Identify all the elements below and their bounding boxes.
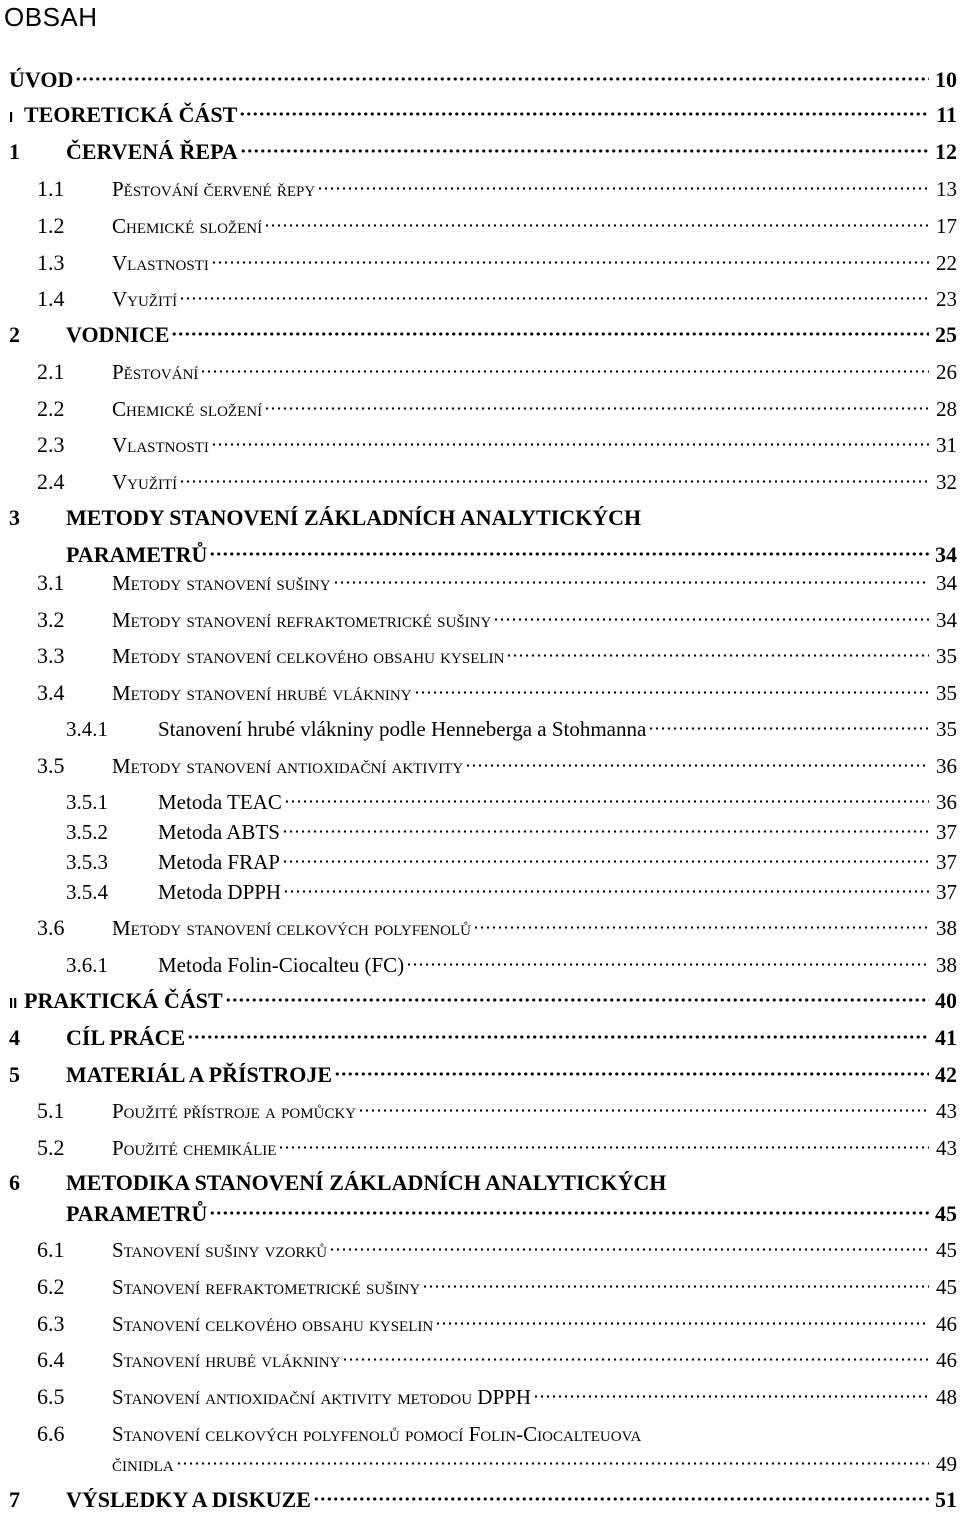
dot-leader <box>465 764 929 767</box>
toc-entry-title: Stanovení hrubé vlákniny <box>112 1348 341 1372</box>
page-title: OBSAH <box>4 2 98 32</box>
toc-entry-title: činidla <box>112 1452 174 1476</box>
toc-entry-title: Stanovení antioxidační aktivity metodou DPPH <box>112 1385 531 1409</box>
toc-entry-title: Metoda FRAP <box>158 850 280 874</box>
toc-entry-page: 34 <box>935 542 957 567</box>
dot-leader <box>240 149 929 153</box>
toc-entry-page: 37 <box>936 880 957 904</box>
toc-entry-title: Metody stanovení sušiny <box>112 571 331 595</box>
toc-entry[interactable] <box>112 642 957 670</box>
toc-entry-page: 46 <box>936 1348 957 1372</box>
toc-entry-title: Pěstování <box>112 360 199 384</box>
toc-entry-page: 12 <box>935 139 957 164</box>
toc-entry[interactable] <box>158 878 957 906</box>
toc-entry-number: 5 <box>9 1062 20 1087</box>
toc-entry-number: 3.5.1 <box>66 790 108 814</box>
dot-leader <box>473 926 929 929</box>
dot-leader <box>75 77 929 81</box>
toc-entry-title: VÝSLEDKY A DISKUZE <box>66 1487 311 1512</box>
toc-entry[interactable] <box>158 848 957 876</box>
toc-entry[interactable] <box>112 606 957 634</box>
toc-entry[interactable] <box>66 1200 957 1228</box>
toc-entry[interactable] <box>112 1236 957 1264</box>
toc-entry-page: 35 <box>936 681 957 705</box>
dot-leader <box>278 1146 929 1149</box>
toc-entry-title: Chemické složení <box>112 214 263 238</box>
toc-entry-title: Stanovení celkového obsahu kyselin <box>112 1312 434 1336</box>
toc-entry-number: 5.2 <box>37 1135 65 1160</box>
toc-entry[interactable] <box>24 101 957 129</box>
dot-leader <box>435 1322 929 1325</box>
toc-entry-title: Chemické složení <box>112 397 263 421</box>
toc-entry-number: I <box>9 109 14 126</box>
dot-leader <box>176 1462 929 1465</box>
toc-entry[interactable] <box>112 431 957 459</box>
toc-entry-page: 40 <box>935 988 957 1013</box>
toc-entry-number: 6 <box>9 1170 20 1195</box>
toc-entry[interactable] <box>112 358 957 386</box>
toc-entry-page: 48 <box>936 1385 957 1409</box>
toc-entry-number: 3 <box>9 505 20 530</box>
toc-entry-title: Stanovení sušiny vzorků <box>112 1238 328 1262</box>
toc-entry-page: 22 <box>936 251 957 275</box>
toc-entry[interactable] <box>112 569 957 597</box>
toc-entry-title: Stanovení refraktometrické sušiny <box>112 1275 421 1299</box>
dot-leader <box>334 1072 929 1076</box>
dot-leader <box>284 800 929 803</box>
dot-leader <box>358 1109 929 1112</box>
toc-entry-page: 34 <box>936 608 957 632</box>
toc-entry-page: 35 <box>936 717 957 741</box>
toc-entry-number: 3.6 <box>37 915 65 940</box>
dot-leader <box>493 618 929 621</box>
toc-entry-number: 4 <box>9 1025 20 1050</box>
toc-entry-number: II <box>9 995 18 1012</box>
toc-entry-title: Metody stanovení antioxidační aktivity <box>112 754 464 778</box>
toc-entry[interactable] <box>66 1061 957 1089</box>
toc-entry-title-line1: Stanovení celkových polyfenolů pomocí Folin-Ciocalteuova <box>112 1422 642 1446</box>
dot-leader <box>264 224 929 227</box>
toc-entry-page: 37 <box>936 820 957 844</box>
toc-entry[interactable] <box>112 914 957 942</box>
dot-leader <box>342 1358 929 1361</box>
toc-entry-title: Metody stanovení celkového obsahu kyselin <box>112 644 505 668</box>
toc-entry-number: 3.5 <box>37 753 65 778</box>
toc-entry-number: 6.4 <box>37 1347 65 1372</box>
toc-entry-page: 42 <box>935 1062 957 1087</box>
toc-entry-page: 38 <box>936 953 957 977</box>
toc-entry-number: 2.2 <box>37 396 65 421</box>
toc-entry[interactable] <box>66 1486 957 1514</box>
toc-entry-title: ČERVENÁ ŘEPA <box>66 139 238 164</box>
toc-entry-number: 3.5.2 <box>66 820 108 844</box>
dot-leader <box>179 297 929 300</box>
toc-entry-number: 3.5.4 <box>66 880 108 904</box>
dot-leader <box>313 1497 929 1501</box>
toc-entry-number: 1.2 <box>37 213 65 238</box>
dot-leader <box>264 407 929 410</box>
toc-entry[interactable] <box>158 788 957 816</box>
toc-entry-page: 37 <box>936 850 957 874</box>
toc-entry-number: 1.3 <box>37 250 65 275</box>
dot-leader <box>211 261 929 264</box>
toc-entry-title: Vlastnosti <box>112 251 209 275</box>
dot-leader <box>533 1395 929 1398</box>
toc-entry-page: 35 <box>936 644 957 668</box>
toc-entry[interactable] <box>112 1097 957 1125</box>
toc-entry-title: ÚVOD <box>9 67 74 92</box>
toc-entry[interactable] <box>112 395 957 423</box>
dot-leader <box>179 480 929 483</box>
dot-leader <box>225 998 929 1002</box>
toc-entry[interactable] <box>158 715 957 743</box>
toc-entry-number: 3.5.3 <box>66 850 108 874</box>
toc-entry[interactable] <box>66 321 957 349</box>
toc-entry-title: PRAKTICKÁ ČÁST <box>24 988 223 1013</box>
toc-entry-number: 2 <box>9 322 20 347</box>
toc-entry-page: 45 <box>936 1238 957 1262</box>
dot-leader <box>506 654 929 657</box>
toc-entry-number: 2.3 <box>37 432 65 457</box>
toc-entry-page: 38 <box>936 916 957 940</box>
dot-leader <box>171 332 929 336</box>
toc-entry-title: Metody stanovení hrubé vlákniny <box>112 681 412 705</box>
dot-leader <box>406 963 929 966</box>
toc-entry[interactable] <box>112 679 957 707</box>
toc-entry-number: 1.1 <box>37 176 65 201</box>
toc-entry-title: PARAMETRŮ <box>66 542 208 567</box>
toc-entry-title: Metody stanovení refraktometrické sušiny <box>112 608 492 632</box>
toc-entry[interactable] <box>112 468 957 496</box>
dot-leader <box>209 1211 929 1215</box>
toc-entry-number: 3.1 <box>37 570 65 595</box>
toc-entry[interactable] <box>112 1310 957 1338</box>
toc-entry-title: Metoda TEAC <box>158 790 282 814</box>
toc-entry-number: 3.4 <box>37 680 65 705</box>
toc-entry-title: Použité přístroje a pomůcky <box>112 1099 357 1123</box>
toc-entry[interactable] <box>112 212 957 240</box>
toc-entry-title-line1: METODIKA STANOVENÍ ZÁKLADNÍCH ANALYTICKÝCH <box>66 1170 667 1195</box>
toc-entry-page: 26 <box>936 360 957 384</box>
toc-entry-page: 43 <box>936 1136 957 1160</box>
toc-entry-page: 45 <box>935 1201 957 1226</box>
toc-entry[interactable] <box>112 1346 957 1374</box>
toc-entry-number: 6.6 <box>37 1421 65 1446</box>
toc-entry-number: 2.4 <box>37 469 65 494</box>
toc-entry-title: MATERIÁL A PŘÍSTROJE <box>66 1062 333 1087</box>
toc-entry[interactable] <box>66 138 957 166</box>
toc-entry-title: TEORETICKÁ ČÁST <box>24 102 238 127</box>
toc-entry-title: Využití <box>112 470 178 494</box>
dot-leader <box>282 830 929 833</box>
dot-leader <box>211 443 929 446</box>
toc-entry-page: 46 <box>936 1312 957 1336</box>
toc-entry[interactable] <box>9 66 957 94</box>
toc-entry-page: 51 <box>935 1487 957 1512</box>
toc-entry-title: Metoda DPPH <box>158 880 282 904</box>
toc-entry-page: 36 <box>936 790 957 814</box>
toc-entry[interactable] <box>66 1024 957 1052</box>
toc-entry-page: 31 <box>936 433 957 457</box>
toc-entry-page: 25 <box>935 322 957 347</box>
toc-entry[interactable] <box>112 249 957 277</box>
toc-entry-number: 1.4 <box>37 286 65 311</box>
toc-entry-number: 6.5 <box>37 1384 65 1409</box>
toc-entry-page: 45 <box>936 1275 957 1299</box>
toc-entry[interactable] <box>112 1450 957 1478</box>
toc-entry[interactable] <box>158 818 957 846</box>
toc-entry-title: Metody stanovení celkových polyfenolů <box>112 916 471 940</box>
toc-entry-number: 2.1 <box>37 359 65 384</box>
dot-leader <box>209 552 929 556</box>
toc-entry[interactable] <box>24 987 957 1015</box>
toc-entry-title: PARAMETRŮ <box>66 1201 208 1226</box>
dot-leader <box>282 860 929 863</box>
toc-entry[interactable] <box>158 951 957 979</box>
toc-entry[interactable] <box>112 1134 957 1162</box>
dot-leader <box>422 1285 929 1288</box>
toc-entry-title: Využití <box>112 287 178 311</box>
dot-leader <box>329 1248 929 1251</box>
toc-entry-page: 32 <box>936 470 957 494</box>
toc-entry[interactable] <box>112 1383 957 1411</box>
toc-entry-page: 49 <box>936 1452 957 1476</box>
toc-entry-title: Pěstování červené řepy <box>112 177 316 201</box>
toc-entry-title: VODNICE <box>66 322 170 347</box>
toc-entry-title-line1: METODY STANOVENÍ ZÁKLADNÍCH ANALYTICKÝCH <box>66 505 642 530</box>
toc-entry-title: Použité chemikálie <box>112 1136 277 1160</box>
toc-entry-number: 7 <box>9 1487 20 1512</box>
toc-entry-page: 23 <box>936 287 957 311</box>
toc-entry-page: 36 <box>936 754 957 778</box>
toc-entry-title: CÍL PRÁCE <box>66 1025 186 1050</box>
dot-leader <box>414 691 929 694</box>
dot-leader <box>648 727 929 730</box>
toc-entry-page: 11 <box>936 102 957 127</box>
dot-leader <box>333 581 929 584</box>
toc-entry[interactable] <box>112 175 957 203</box>
toc-entry-number: 5.1 <box>37 1098 65 1123</box>
dot-leader <box>239 112 929 116</box>
toc-entry-number: 6.2 <box>37 1274 65 1299</box>
toc-entry-number: 3.3 <box>37 643 65 668</box>
toc-entry-number: 6.3 <box>37 1311 65 1336</box>
dot-leader <box>200 370 929 373</box>
toc-entry-title: Vlastnosti <box>112 433 209 457</box>
toc-entry-number: 6.1 <box>37 1237 65 1262</box>
dot-leader <box>187 1035 929 1039</box>
toc-entry[interactable] <box>112 1273 957 1301</box>
toc-entry-title: Metoda Folin-Ciocalteu (FC) <box>158 953 405 977</box>
toc-entry-title: Stanovení hrubé vlákniny podle Henneberga a Stohmanna <box>158 717 647 741</box>
dot-leader <box>317 187 929 190</box>
toc-entry-page: 28 <box>936 397 957 421</box>
toc-entry-page: 17 <box>936 214 957 238</box>
toc-entry[interactable] <box>112 285 957 313</box>
toc-entry-number: 3.2 <box>37 607 65 632</box>
toc-entry-title: Metoda ABTS <box>158 820 280 844</box>
toc-entry-page: 43 <box>936 1099 957 1123</box>
toc-entry[interactable] <box>112 752 957 780</box>
toc-entry-number: 3.6.1 <box>66 953 108 977</box>
dot-leader <box>283 890 929 893</box>
toc-entry[interactable] <box>66 541 957 569</box>
toc-entry-page: 13 <box>936 177 957 201</box>
toc-entry-number: 1 <box>9 139 20 164</box>
toc-entry-page: 10 <box>935 67 957 92</box>
toc-entry-number: 3.4.1 <box>66 717 108 741</box>
toc-entry-page: 34 <box>936 571 957 595</box>
toc-entry-page: 41 <box>935 1025 957 1050</box>
